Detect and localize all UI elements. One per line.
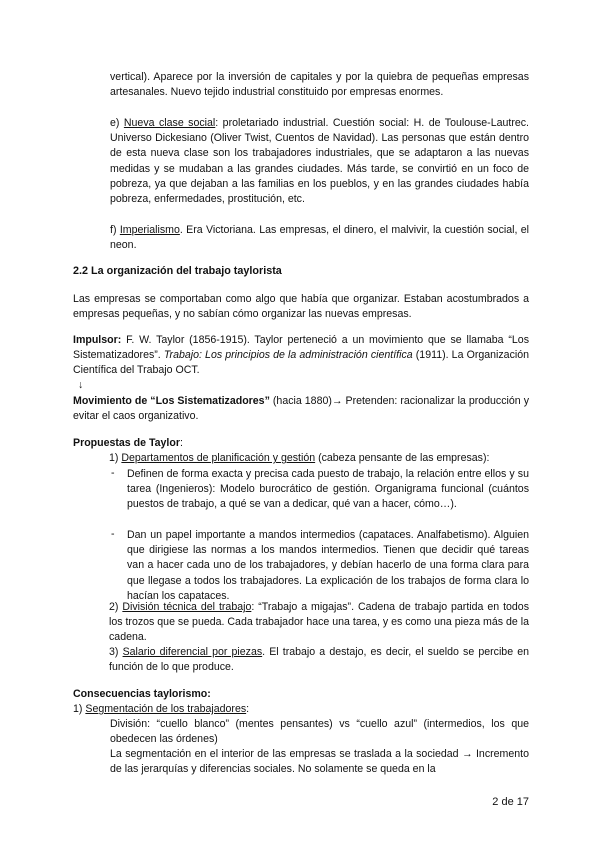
empresas-paragraph: Las empresas se comportaban como algo que había que organizar. Estaban acostumbrados a empresas pequeñas, y no sabían cómo organizar las nuevas empresas. (73, 293, 529, 321)
segmentacion-paragraph: La segmentación en el interior de las empresas se traslada a la sociedad → Incremento de las jerarquías y diferencias sociales. No solamente se queda en la (110, 748, 529, 776)
consecuencia-1-term: Segmentación de los trabajadores (85, 703, 247, 715)
item-e-prefix: e) (110, 117, 124, 129)
propuesta-1-text: (cabeza pensante de las empresas): (315, 452, 490, 464)
propuesta-1-term: Departamentos de planificación y gestión (121, 452, 316, 464)
consecuencia-1 (73, 702, 529, 717)
impulsor-book-title: Trabajo: Los principios de la administración científica (163, 349, 413, 362)
item-f-paragraph (110, 223, 529, 253)
propuesta-3-num: 3) (109, 646, 123, 658)
item-f-text: . Era Victoriana. Las empresas, el dinero, el malvivir, la cuestión social, el neon. (110, 224, 529, 252)
division-paragraph: División: “cuello blanco” (mentes pensantes) vs “cuello azul” (intermedios, los que obedecen las órdenes) (110, 718, 529, 746)
propuestas-title (73, 436, 529, 451)
propuestas-title-colon: : (179, 437, 183, 449)
item-e-text: : proletariado industrial. Cuestión social: H. de Toulouse-Lautrec. Universo Dickesiano (Oliver Twist, Cuentos de Navidad). Las personas que están dentro de esta nueva clase son los trabajadores industriales, que se adaptaron a las nuevas medidas y se mudaban a las grandes ciudades. Más tarde, se convirtió en un foco de pobreza, ya que dejaban a las familias en los pueblos, y en las grandes ciudades había pobreza, enfermedades, prostitución, etc. (110, 117, 529, 206)
propuesta-1 (109, 451, 529, 466)
propuesta-3 (109, 645, 529, 675)
item-e-paragraph (110, 116, 529, 207)
consecuencia-1-colon: : (246, 703, 250, 715)
movimiento-paragraph (73, 394, 529, 424)
bullet-item (111, 528, 529, 604)
movimiento-text: (hacia 1880)→ Pretenden: racionalizar la producción y evitar el caos organizativo. (73, 395, 529, 423)
item-f-prefix: f) (110, 224, 120, 236)
propuesta-1-num: 1) (109, 452, 122, 464)
page-number: 2 de 17 (492, 796, 529, 808)
bullet-item (111, 467, 529, 513)
item-f-term: Imperialismo (119, 224, 180, 236)
item-e-term: Nueva clase social (123, 117, 216, 129)
propuesta-3-term: Salario diferencial por piezas (122, 646, 263, 658)
consecuencia-1-num: 1) (73, 703, 86, 715)
propuesta-2-term: División técnica del trabajo (122, 601, 252, 613)
bullet-text: Definen de forma exacta y precisa cada puesto de trabajo, la relación entre ellos y su tarea (Ingenieros): Modelo burocrático de gestión. Organigrama funcional (cuántos puestos de trabajo, a qué se van a dedicar, qué van a hacer, cómo…). (127, 468, 529, 511)
propuestas-title-text: Propuestas de Taylor (73, 437, 180, 449)
impulsor-label: Impulsor: (73, 334, 122, 346)
impulsor-text-a: F. W. Taylor (1856-1915). Taylor perteneció a un movimiento que se llamaba “Los Sistematizadores”. (73, 334, 529, 362)
bullet-text: Dan un papel importante a mandos intermedios (capataces. Analfabetismo). Alguien que dirigiese las normas a los mandos intermedios. Tienen que decidir qué tareas van a hacer cada uno de los trabajadores, y debían hacerlo de una forma clara para que llegase a todos los trabajadores. La explicación de los trabajos de forma clara lo hacían los capataces. (127, 529, 529, 602)
section-title: 2.2 La organización del trabajo taylorista (73, 265, 282, 277)
movimiento-label: Movimiento de “Los Sistematizadores” (73, 395, 270, 407)
propuesta-2-text: : “Trabajo a migajas”. Cadena de trabajo partida en todos los trozos que se pueda. Cada trabajador hace una tarea, y es como una pieza más de la cadena. (109, 601, 529, 644)
propuesta-3-text: . El trabajo a destajo, es decir, el sueldo se percibe en función de lo que produce. (109, 646, 529, 674)
impulsor-paragraph (73, 333, 529, 379)
propuesta-2 (109, 600, 529, 646)
bullet-dash: - (111, 528, 115, 540)
propuesta-2-num: 2) (109, 601, 123, 613)
bullet-dash: - (111, 467, 115, 479)
intro-paragraph: vertical). Aparece por la inversión de capitales y por la quiebra de pequeñas empresas artesanales. Nuevo tejido industrial constituido por empresas enormes. (110, 71, 529, 99)
arrow-down: ↓ (78, 379, 84, 391)
impulsor-text-b: (1911). La Organización Científica del Trabajo OCT. (73, 349, 530, 377)
consecuencias-title: Consecuencias taylorismo: (73, 688, 211, 700)
